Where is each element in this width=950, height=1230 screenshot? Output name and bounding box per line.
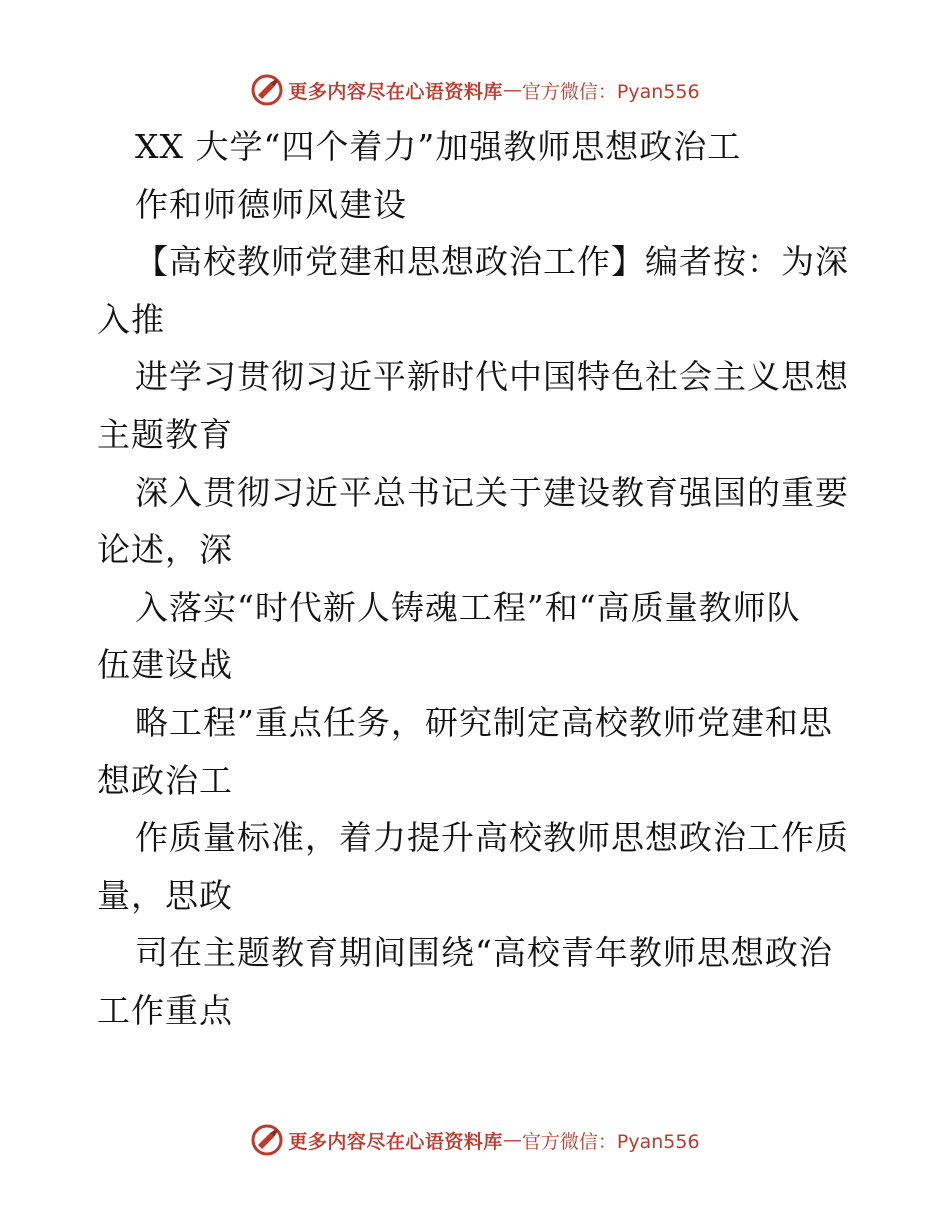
paragraph-line: 进学习贯彻习近平新时代中国特色社会主义思想	[135, 357, 849, 397]
banner-wechat-text: 官方微信：Pyan556	[521, 1130, 700, 1153]
header-banner	[0, 70, 950, 110]
paragraph-line: 入落实“时代新人铸魂工程”和“高质量教师队	[135, 587, 801, 627]
paragraph-line: 【高校教师党建和思想政治工作】编者按：为深	[135, 242, 849, 282]
brand-logo-icon	[250, 73, 284, 107]
paragraph-line: 工作重点	[97, 990, 233, 1030]
paragraph-line: 论述，深	[97, 530, 233, 570]
paragraph-line: 入推	[97, 299, 165, 339]
banner-separator: —	[502, 79, 522, 101]
paragraph-line: 司在主题教育期间围绕“高校青年教师思想政治	[135, 933, 833, 973]
footer-banner	[0, 1120, 950, 1160]
paragraph-line: 略工程”重点任务，研究制定高校教师党建和思	[135, 702, 833, 742]
paragraph-line: 深入贯彻习近平总书记关于建设教育强国的重要	[135, 472, 849, 512]
brand-logo-icon	[250, 1123, 284, 1157]
doc-title-line-2: 作和师德师风建设	[135, 184, 407, 224]
paragraph-line: 主题教育	[97, 414, 233, 454]
banner-wechat-text: 官方微信：Pyan556	[521, 80, 700, 103]
paragraph-line: 量，思政	[97, 875, 233, 915]
paragraph-line: 作质量标准，着力提升高校教师思想政治工作质	[135, 818, 849, 858]
paragraph-line: 伍建设战	[97, 645, 233, 685]
document-body	[97, 118, 857, 1040]
doc-title-line-1: XX 大学“四个着力”加强教师思想政治工	[135, 127, 742, 166]
banner-brand-text: 更多内容尽在心语资料库	[288, 80, 503, 103]
banner-brand-text: 更多内容尽在心语资料库	[288, 1130, 503, 1153]
paragraph-line: 想政治工	[97, 760, 233, 800]
banner-separator: —	[502, 1129, 522, 1151]
